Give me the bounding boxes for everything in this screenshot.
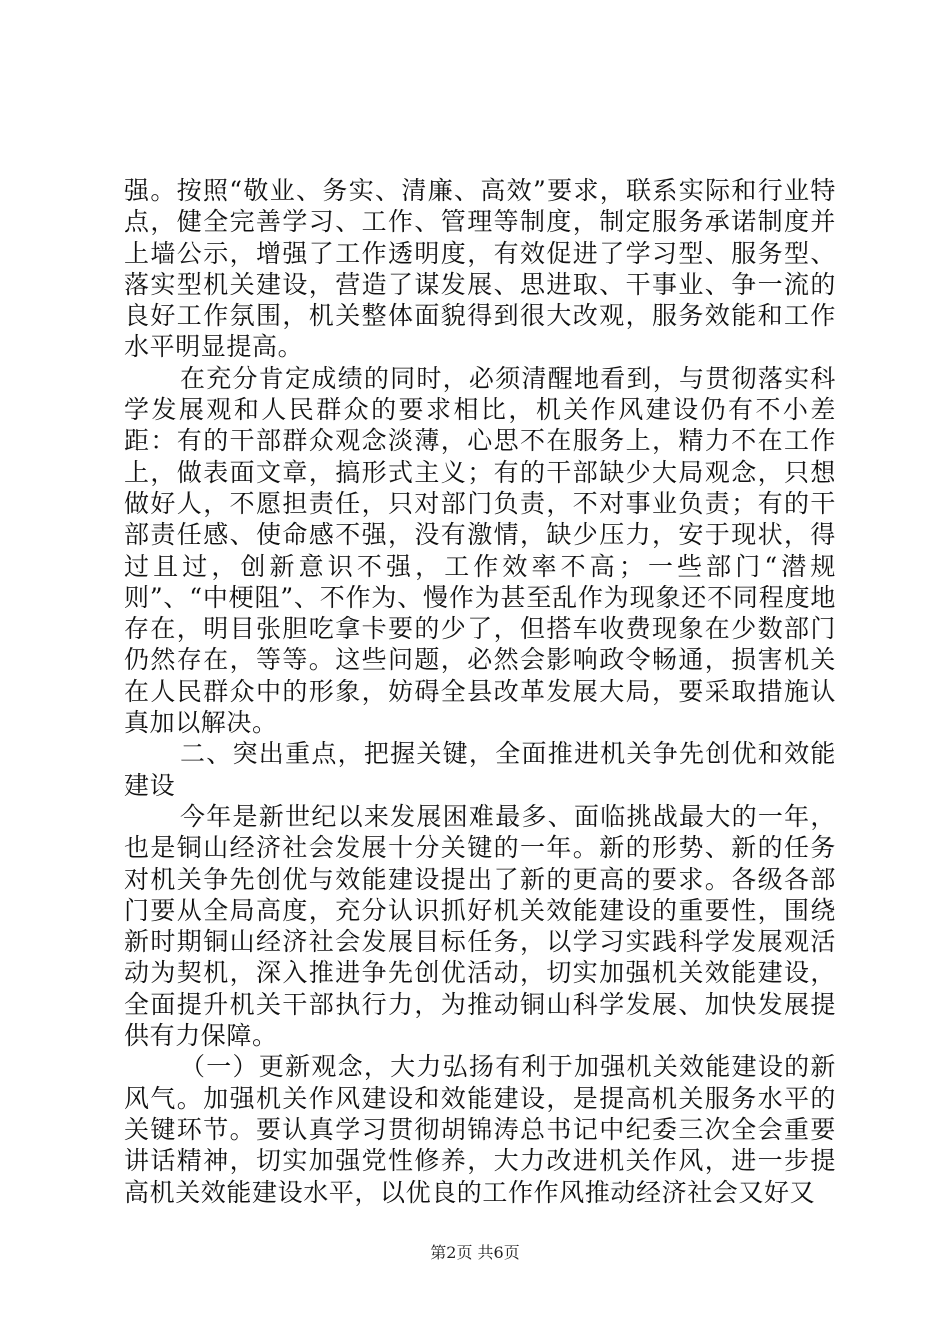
paragraph-subsection-1: （一）更新观念，大力弘扬有利于加强机关效能建设的新风气。加强机关作风建设和效能建设，是提高机关服务水平的关键环节。要认真学习贯彻胡锦涛总书记中纪委三次全会重要讲话精神，切实加强党性修养，大力改进机关作风，进一步提高机关效能建设水平，以优良的工作作风推动经济社会又好又: [124, 1052, 836, 1207]
paragraph-this-year: 今年是新世纪以来发展困难最多、面临挑战最大的一年，也是铜山经济社会发展十分关键的一年。新的形势、新的任务对机关争先创优与效能建设提出了新的更高的要求。各级各部门要从全局高度，充分认识抓好机关效能建设的重要性，围绕新时期铜山经济社会发展目标任务，以学习实践科学发展观活动为契机，深入推进争先创优活动，切实加强机关效能建设，全面提升机关干部执行力，为推动铜山科学发展、加快发展提供有力保障。: [124, 801, 836, 1051]
paragraph-shortcomings: 在充分肯定成绩的同时，必须清醒地看到，与贯彻落实科学发展观和人民群众的要求相比，机关作风建设仍有不小差距：有的干部群众观念淡薄，心思不在服务上，精力不在工作上，做表面文章，搞形式主义；有的干部缺少大局观念，只想做好人，不愿担责任，只对部门负责，不对事业负责；有的干部责任感、使命感不强，没有激情，缺少压力，安于现状，得过且过，创新意识不强，工作效率不高；一些部门“潜规则”、“中梗阻”、不作为、慢作为甚至乱作为现象还不同程度地存在，明目张胆吃拿卡要的少了，但搭车收费现象在少数部门仍然存在，等等。这些问题，必然会影响政令畅通，损害机关在人民群众中的形象，妨碍全县改革发展大局，要采取措施认真加以解决。: [124, 363, 836, 738]
section-heading-2: 二、突出重点，把握关键，全面推进机关争先创优和效能建设: [124, 739, 836, 800]
document-body: [124, 175, 836, 1208]
page-number-footer: 第2页 共6页: [430, 1243, 520, 1262]
paragraph-continuation: 强。按照“敬业、务实、清廉、高效”要求，联系实际和行业特点，健全完善学习、工作、管理等制度，制定服务承诺制度并上墙公示，增强了工作透明度，有效促进了学习型、服务型、落实型机关建设，营造了谋发展、思进取、干事业、争一流的良好工作氛围，机关整体面貌得到很大改观，服务效能和工作水平明显提高。: [124, 176, 836, 362]
